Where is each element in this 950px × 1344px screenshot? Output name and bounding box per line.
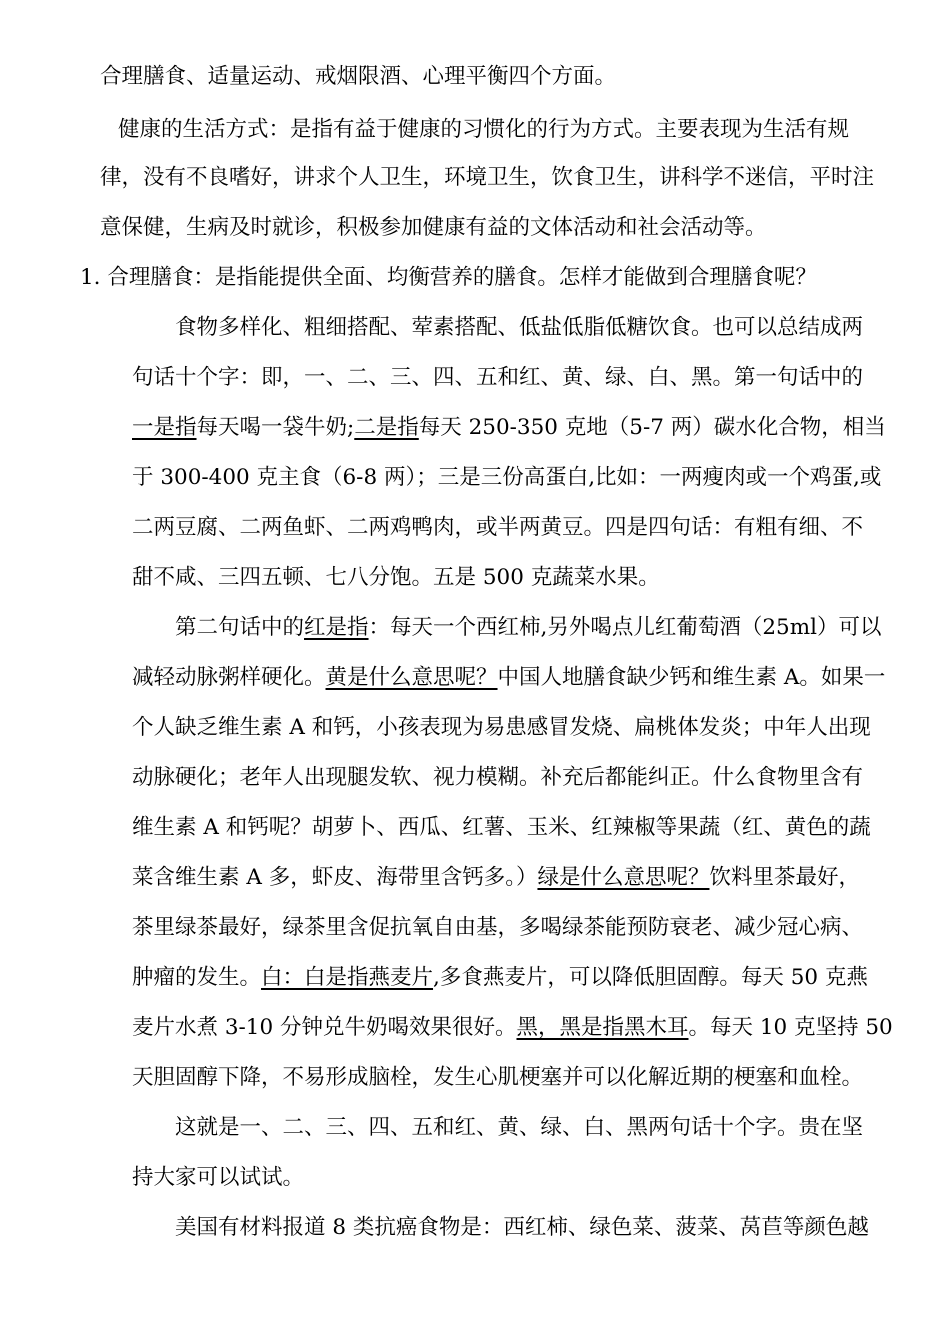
text-line: 二两豆腐、二两鱼虾、二两鸡鸭肉，或半两黄豆。四是四句话：有粗有细、不 — [132, 515, 864, 540]
text-line: 这就是一、二、三、四、五和红、黄、绿、白、黑两句话十个字。贵在坚 — [175, 1115, 864, 1140]
underlined-phrase: 二是指 — [354, 415, 419, 440]
text-line: 美国有材料报道 8 类抗癌食物是：西红柿、绿色菜、菠菜、莴苣等颜色越 — [175, 1215, 869, 1240]
text-line: 茶里绿茶最好，绿茶里含促抗氧自由基，多喝绿茶能预防衰老、减少冠心病、 — [132, 915, 864, 940]
text-line: 肿瘤的发生。白：白是指燕麦片,多食燕麦片，可以降低胆固醇。每天 50 克燕 — [132, 965, 868, 990]
text-line: 甜不咸、三四五顿、七八分饱。五是 500 克蔬菜水果。 — [132, 565, 660, 590]
text-line: 健康的生活方式：是指有益于健康的习惯化的行为方式。主要表现为生活有规 — [118, 117, 850, 142]
underlined-phrase: 白：白是指燕麦片 — [261, 965, 434, 990]
text-line: 动脉硬化；老年人出现腿发软、视力模糊。补充后都能纠正。什么食物里含有 — [132, 765, 864, 790]
text-line: 合理膳食、适量运动、戒烟限酒、心理平衡四个方面。 — [100, 64, 617, 89]
text-line: 持大家可以试试。 — [132, 1165, 305, 1190]
text-line: 个人缺乏维生素 A 和钙，小孩表现为易患感冒发烧、扁桃体发炎；中年人出现 — [132, 715, 871, 740]
text-line: 于 300-400 克主食（6-8 两）；三是三份高蛋白,比如：一两瘦肉或一个鸡蛋,或 — [132, 465, 882, 490]
text-line: 麦片水煮 3-10 分钟兑牛奶喝效果很好。黑，黑是指黑木耳。每天 10 克坚持 50 — [132, 1015, 893, 1040]
underlined-phrase: 绿是什么意思呢？ — [537, 865, 710, 890]
underlined-phrase: 黄是什么意思呢？ — [325, 665, 498, 690]
text-line: 菜含维生素 A 多，虾皮、海带里含钙多。）绿是什么意思呢？饮料里茶最好， — [132, 865, 860, 890]
underlined-phrase: 黑，黑是指黑木耳 — [516, 1015, 689, 1040]
underlined-phrase: 红是指 — [304, 615, 369, 640]
numbered-heading: 1. 合理膳食：是指能提供全面、均衡营养的膳食。怎样才能做到合理膳食呢？ — [80, 265, 817, 290]
text-line: 第二句话中的红是指：每天一个西红柿,另外喝点儿红葡萄酒（25ml）可以 — [175, 615, 882, 640]
text-line: 一是指每天喝一袋牛奶;二是指每天 250-350 克地（5-7 两）碳水化合物，相当 — [132, 415, 886, 440]
text-line: 减轻动脉粥样硬化。黄是什么意思呢？中国人地膳食缺少钙和维生素 A。如果一 — [132, 665, 886, 690]
text-line: 维生素 A 和钙呢？胡萝卜、西瓜、红薯、玉米、红辣椒等果蔬（红、黄色的蔬 — [132, 815, 871, 840]
text-line: 句话十个字：即，一、二、三、四、五和红、黄、绿、白、黑。第一句话中的 — [132, 365, 864, 390]
text-line: 律，没有不良嗜好，讲求个人卫生，环境卫生，饮食卫生，讲科学不迷信，平时注 — [100, 165, 875, 190]
text-line: 天胆固醇下降，不易形成脑栓，发生心肌梗塞并可以化解近期的梗塞和血栓。 — [132, 1065, 864, 1090]
underlined-phrase: 一是指 — [132, 415, 197, 440]
text-line: 意保健，生病及时就诊，积极参加健康有益的文体活动和社会活动等。 — [100, 215, 767, 240]
text-line: 食物多样化、粗细搭配、荤素搭配、低盐低脂低糖饮食。也可以总结成两 — [175, 315, 864, 340]
